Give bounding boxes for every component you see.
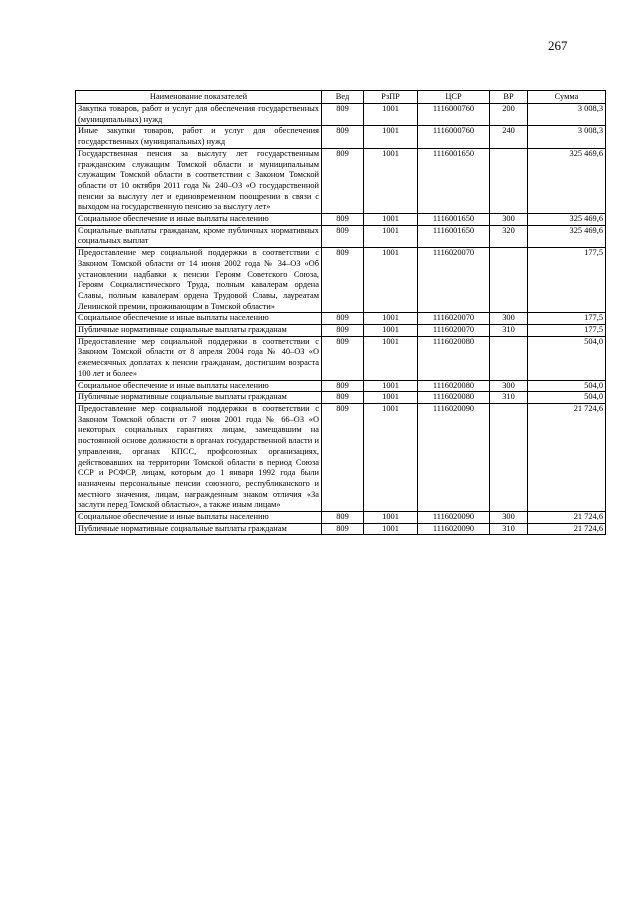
row-rzpr: 1001	[364, 336, 418, 380]
row-vr: 310	[490, 523, 528, 535]
row-ved: 809	[322, 214, 364, 226]
row-sum: 177,5	[528, 248, 606, 313]
row-sum: 504,0	[528, 392, 606, 404]
row-name: Предоставление мер социальной поддержки в соответствии с Законом Томской области от 8 апреля 2004 года № 40–ОЗ «О ежемесячных доплатах к пенсии гражданам, достигшим возраста 100 лет и более»	[76, 336, 322, 380]
row-ved: 809	[322, 512, 364, 524]
row-name: Социальное обеспечение и иные выплаты населению	[76, 214, 322, 226]
row-name: Социальные выплаты гражданам, кроме публичных нормативных социальных выплат	[76, 225, 322, 247]
row-rzpr: 1001	[364, 403, 418, 511]
row-rzpr: 1001	[364, 380, 418, 392]
row-csr: 1116020090	[418, 523, 490, 535]
row-rzpr: 1001	[364, 248, 418, 313]
header-csr: ЦСР	[418, 91, 490, 104]
row-vr	[490, 403, 528, 511]
table-row	[76, 512, 606, 524]
row-rzpr: 1001	[364, 126, 418, 148]
row-csr: 1116020090	[418, 403, 490, 511]
row-vr: 300	[490, 313, 528, 325]
row-ved: 809	[322, 325, 364, 337]
row-name: Социальное обеспечение и иные выплаты населению	[76, 512, 322, 524]
row-vr: 300	[490, 214, 528, 226]
header-rzpr: РзПР	[364, 91, 418, 104]
row-sum: 504,0	[528, 380, 606, 392]
row-csr: 1116020080	[418, 336, 490, 380]
row-sum: 325 469,6	[528, 214, 606, 226]
table-row	[76, 313, 606, 325]
row-ved: 809	[322, 523, 364, 535]
row-ved: 809	[322, 313, 364, 325]
table-row	[76, 325, 606, 337]
row-name: Публичные нормативные социальные выплаты гражданам	[76, 392, 322, 404]
row-sum: 21 724,6	[528, 523, 606, 535]
table-row	[76, 104, 606, 126]
row-csr: 1116001650	[418, 214, 490, 226]
row-rzpr: 1001	[364, 225, 418, 247]
row-csr: 1116020080	[418, 392, 490, 404]
row-rzpr: 1001	[364, 325, 418, 337]
row-ved: 809	[322, 403, 364, 511]
row-ved: 809	[322, 336, 364, 380]
header-name: Наименование показателей	[76, 91, 322, 104]
row-rzpr: 1001	[364, 392, 418, 404]
row-csr: 1116020090	[418, 512, 490, 524]
row-name: Предоставление мер социальной поддержки в соответствии с Законом Томской области от 14 июня 2002 года № 34–ОЗ «Об установлении надбавки к пенсии Героям Советского Союза, Героям Социалистического Труда, полным кавалерам ордена Славы, полным кавалерам ордена Трудовой Славы, лауреатам Ленинской премии, проживающим в Томской области»	[76, 248, 322, 313]
row-rzpr: 1001	[364, 214, 418, 226]
row-csr: 1116020080	[418, 380, 490, 392]
row-name: Социальное обеспечение и иные выплаты населению	[76, 380, 322, 392]
table-row	[76, 403, 606, 511]
row-rzpr: 1001	[364, 148, 418, 213]
row-vr: 310	[490, 325, 528, 337]
row-csr: 1116000760	[418, 126, 490, 148]
header-sum: Сумма	[528, 91, 606, 104]
row-name: Иные закупки товаров, работ и услуг для обеспечения государственных (муниципальных) нужд	[76, 126, 322, 148]
page-number: 267	[548, 38, 568, 53]
header-vr: ВР	[490, 91, 528, 104]
row-name: Предоставление мер социальной поддержки в соответствии с Законом Томской области от 7 июня 2001 года № 66–ОЗ «О некоторых социальных гарантиях лицам, замещавшим на постоянной основе должности в органах государственной власти и управления, органах КПСС, профсоюзных организациях, действовавших на территории Томской области в период Союза ССР и РСФСР, лицам, которым до 1 января 1992 года были назначены персональные пенсии союзного, республиканского и местного значения, лицам, награжденным знаком отличия «За заслуги перед Томской областью», а также иным лицам»	[76, 403, 322, 511]
row-name: Государственная пенсия за выслугу лет государственным гражданским служащим Томской области и муниципальным служащим Томской области в соответствии с Законом Томской области от 10 октября 2011 года № 240–ОЗ «О государственной пенсии за выслугу лет и единовременном поощрении в связи с выходом на государственную пенсию за выслугу лет»	[76, 148, 322, 213]
row-sum: 177,5	[528, 313, 606, 325]
row-sum: 3 008,3	[528, 126, 606, 148]
row-csr: 1116020070	[418, 325, 490, 337]
table-row	[76, 336, 606, 380]
row-rzpr: 1001	[364, 523, 418, 535]
row-vr	[490, 148, 528, 213]
row-ved: 809	[322, 392, 364, 404]
header-ved: Вед	[322, 91, 364, 104]
row-vr: 320	[490, 225, 528, 247]
row-csr: 1116000760	[418, 104, 490, 126]
row-ved: 809	[322, 225, 364, 247]
table-row	[76, 214, 606, 226]
table-row	[76, 380, 606, 392]
row-ved: 809	[322, 104, 364, 126]
row-sum: 177,5	[528, 325, 606, 337]
row-csr: 1116001650	[418, 148, 490, 213]
row-sum: 504,0	[528, 336, 606, 380]
row-rzpr: 1001	[364, 313, 418, 325]
table-row	[76, 392, 606, 404]
row-sum: 21 724,6	[528, 403, 606, 511]
row-csr: 1116020070	[418, 313, 490, 325]
row-ved: 809	[322, 126, 364, 148]
row-vr: 240	[490, 126, 528, 148]
row-name: Публичные нормативные социальные выплаты гражданам	[76, 523, 322, 535]
row-vr: 300	[490, 380, 528, 392]
row-ved: 809	[322, 380, 364, 392]
row-rzpr: 1001	[364, 104, 418, 126]
table-row	[76, 225, 606, 247]
row-rzpr: 1001	[364, 512, 418, 524]
table-header-row	[76, 91, 606, 104]
row-ved: 809	[322, 148, 364, 213]
row-sum: 325 469,6	[528, 225, 606, 247]
row-vr: 300	[490, 512, 528, 524]
row-sum: 21 724,6	[528, 512, 606, 524]
row-vr: 310	[490, 392, 528, 404]
row-sum: 325 469,6	[528, 148, 606, 213]
table-row	[76, 126, 606, 148]
row-ved: 809	[322, 248, 364, 313]
row-csr: 1116020070	[418, 248, 490, 313]
row-name: Закупка товаров, работ и услуг для обеспечения государственных (муниципальных) нужд	[76, 104, 322, 126]
row-name: Публичные нормативные социальные выплаты гражданам	[76, 325, 322, 337]
budget-table	[75, 90, 606, 535]
row-vr	[490, 248, 528, 313]
table-row	[76, 148, 606, 213]
row-vr	[490, 336, 528, 380]
table-row	[76, 248, 606, 313]
row-sum: 3 008,3	[528, 104, 606, 126]
table-row	[76, 523, 606, 535]
row-name: Социальное обеспечение и иные выплаты населению	[76, 313, 322, 325]
row-vr: 200	[490, 104, 528, 126]
row-csr: 1116001650	[418, 225, 490, 247]
